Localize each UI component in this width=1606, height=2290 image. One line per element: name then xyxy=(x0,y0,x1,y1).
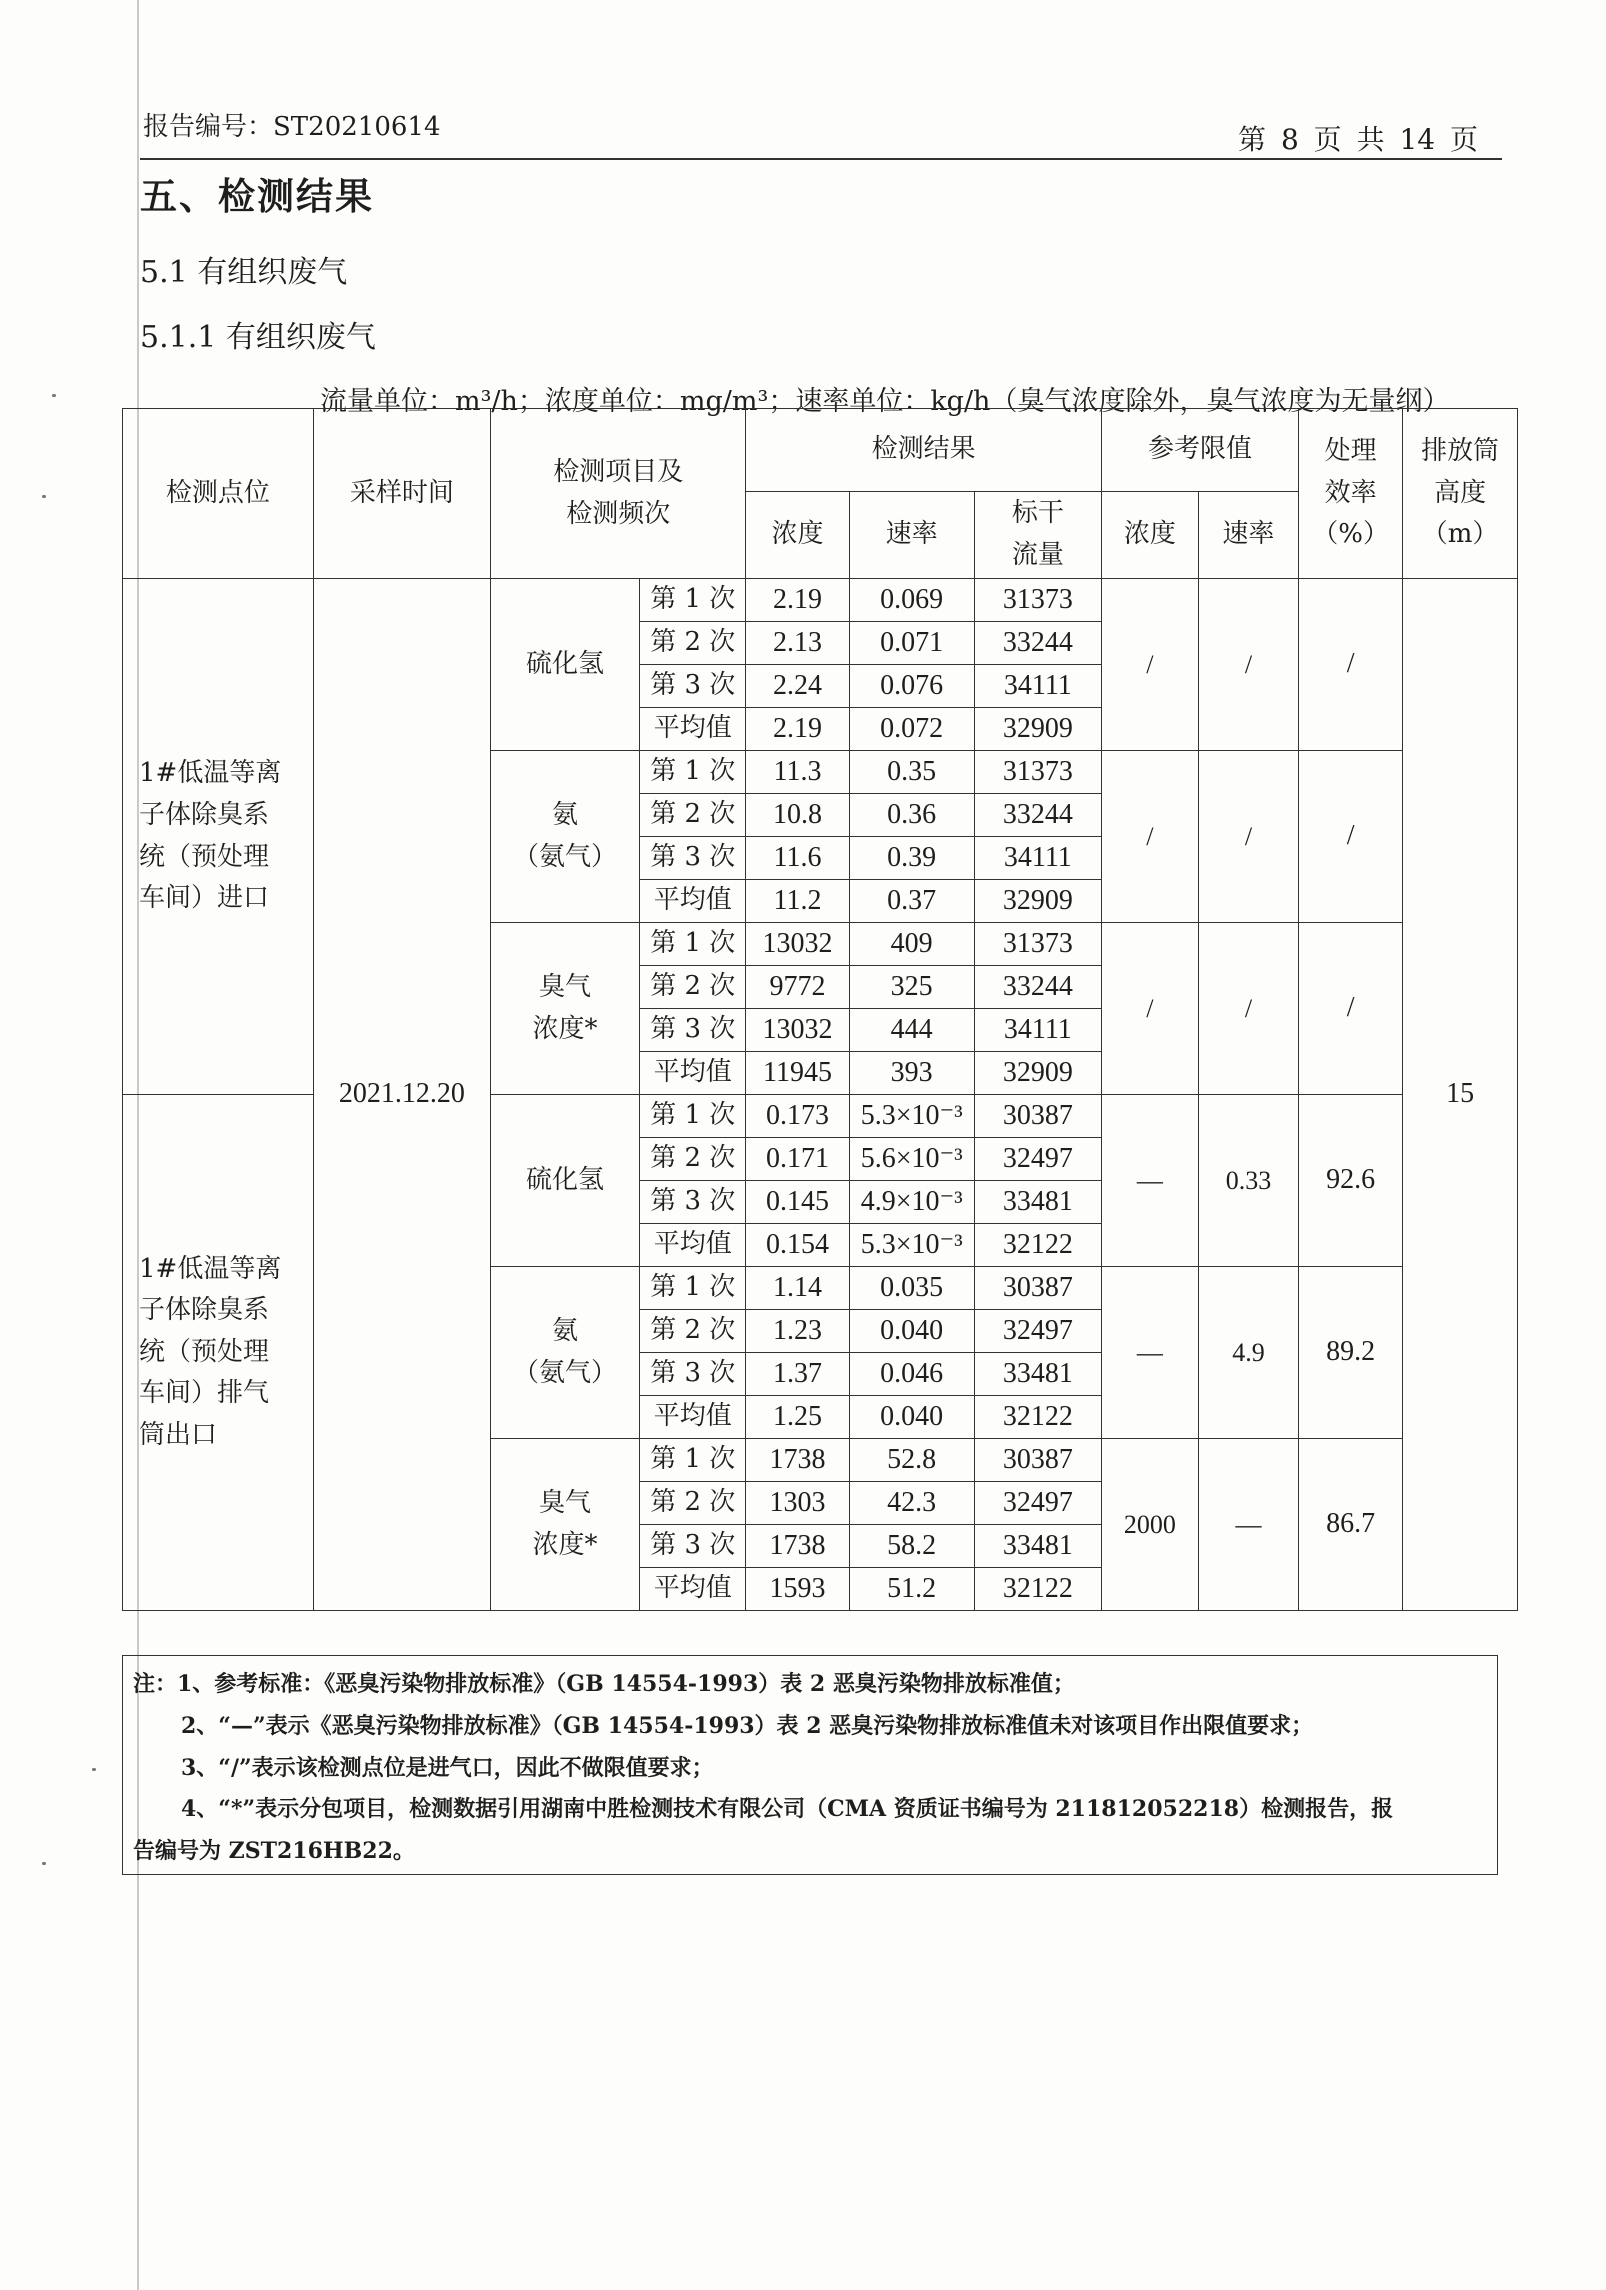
subsection-title: 5.1 有组织废气 xyxy=(140,255,348,290)
frequency-cell: 第 1 次 xyxy=(640,579,746,622)
frequency-cell: 平均值 xyxy=(640,1224,746,1267)
efficiency-cell: 89.2 xyxy=(1298,1267,1402,1439)
item-name-line: （氨气） xyxy=(513,841,618,872)
header-results: 检测结果 xyxy=(746,409,1102,492)
limit-conc-cell: — xyxy=(1101,1095,1198,1267)
frequency-cell: 第 3 次 xyxy=(640,1009,746,1052)
limit-conc-cell: 2000 xyxy=(1101,1439,1198,1611)
flow-cell: 32122 xyxy=(974,1224,1101,1267)
concentration-cell: 0.145 xyxy=(746,1181,849,1224)
rate-cell: 0.040 xyxy=(849,1310,974,1353)
concentration-cell: 0.173 xyxy=(746,1095,849,1138)
header-efficiency-line3: （%） xyxy=(1312,519,1389,550)
frequency-cell: 第 2 次 xyxy=(640,1482,746,1525)
frequency-cell: 第 3 次 xyxy=(640,1525,746,1568)
note-2: 2、“—”表示《恶臭污染物排放标准》（GB 14554-1993）表 2 恶臭污染物排放标准值未对该项目作出限值要求； xyxy=(181,1712,1314,1739)
flow-cell: 33244 xyxy=(974,622,1101,665)
item-name-line: 氨 xyxy=(552,1315,579,1346)
limit-conc-cell: / xyxy=(1101,923,1198,1095)
header-item-line1: 检测项目及 xyxy=(553,456,684,487)
header-flow xyxy=(974,492,1101,579)
point-name-line: 子体除臭系 xyxy=(139,1295,270,1326)
header-flow-line1: 标干 xyxy=(1011,498,1064,529)
flow-cell: 31373 xyxy=(974,923,1101,966)
header-efficiency-line1: 处理 xyxy=(1324,436,1377,467)
concentration-cell: 2.24 xyxy=(746,665,849,708)
item-name-line: 臭气 xyxy=(539,971,592,1002)
header-point: 检测点位 xyxy=(123,409,314,579)
rate-cell: 0.072 xyxy=(849,708,974,751)
section-title: 五、检测结果 xyxy=(140,174,374,218)
frequency-cell: 平均值 xyxy=(640,1568,746,1611)
flow-cell: 30387 xyxy=(974,1095,1101,1138)
note-4: 4、“*”表示分包项目，检测数据引用湖南中胜检测技术有限公司（CMA 资质证书编号为 211812052218）检测报告，报 xyxy=(181,1796,1394,1823)
notes-box xyxy=(122,1655,1498,1875)
results-table xyxy=(122,408,1518,1611)
concentration-cell: 1.37 xyxy=(746,1353,849,1396)
rate-cell: 0.37 xyxy=(849,880,974,923)
rate-cell: 393 xyxy=(849,1052,974,1095)
item-name-line: 浓度* xyxy=(532,1529,598,1560)
header-height-line1: 排放筒 xyxy=(1421,436,1500,467)
flow-cell: 31373 xyxy=(974,751,1101,794)
item-name-line: 浓度* xyxy=(532,1013,598,1044)
point-name-line: 车间）排气 xyxy=(139,1378,270,1409)
point-name-line: 车间）进口 xyxy=(139,883,270,914)
frequency-cell: 第 3 次 xyxy=(640,837,746,880)
item-name-cell xyxy=(491,579,640,751)
flow-cell: 33481 xyxy=(974,1353,1101,1396)
rate-cell: 0.076 xyxy=(849,665,974,708)
point-name-cell xyxy=(123,579,314,1095)
units-note: 流量单位：m³/h；浓度单位：mg/m³；速率单位：kg/h（臭气浓度除外，臭气浓度为无量纲） xyxy=(320,386,1450,417)
frequency-cell: 第 2 次 xyxy=(640,1138,746,1181)
frequency-cell: 第 2 次 xyxy=(640,794,746,837)
limit-rate-cell: / xyxy=(1198,923,1298,1095)
efficiency-cell: 92.6 xyxy=(1298,1095,1402,1267)
concentration-cell: 11945 xyxy=(746,1052,849,1095)
rate-cell: 0.035 xyxy=(849,1267,974,1310)
concentration-cell: 2.19 xyxy=(746,579,849,622)
frequency-cell: 平均值 xyxy=(640,880,746,923)
limit-conc-cell: / xyxy=(1101,751,1198,923)
rate-cell: 0.39 xyxy=(849,837,974,880)
note-3: 3、“/”表示该检测点位是进气口，因此不做限值要求； xyxy=(181,1754,714,1781)
point-name-line: 子体除臭系 xyxy=(139,799,270,830)
flow-cell: 32122 xyxy=(974,1568,1101,1611)
concentration-cell: 1303 xyxy=(746,1482,849,1525)
flow-cell: 32909 xyxy=(974,880,1101,923)
item-name-line: 硫化氢 xyxy=(526,648,605,679)
subsubsection-title: 5.1.1 有组织废气 xyxy=(140,320,376,355)
rate-cell: 409 xyxy=(849,923,974,966)
rate-cell: 0.040 xyxy=(849,1396,974,1439)
item-name-line: 臭气 xyxy=(539,1487,592,1518)
concentration-cell: 1.14 xyxy=(746,1267,849,1310)
header-limit-rate: 速率 xyxy=(1198,492,1298,579)
frequency-cell: 第 1 次 xyxy=(640,923,746,966)
point-name-line: 统（预处理 xyxy=(139,841,270,872)
flow-cell: 34111 xyxy=(974,1009,1101,1052)
concentration-cell: 11.2 xyxy=(746,880,849,923)
frequency-cell: 第 3 次 xyxy=(640,665,746,708)
flow-cell: 34111 xyxy=(974,837,1101,880)
efficiency-cell: / xyxy=(1298,579,1402,751)
concentration-cell: 1.23 xyxy=(746,1310,849,1353)
frequency-cell: 第 2 次 xyxy=(640,966,746,1009)
point-name-line: 筒出口 xyxy=(139,1419,218,1450)
efficiency-cell: / xyxy=(1298,751,1402,923)
item-name-line: （氨气） xyxy=(513,1357,618,1388)
rate-cell: 42.3 xyxy=(849,1482,974,1525)
rate-cell: 0.069 xyxy=(849,579,974,622)
item-name-cell xyxy=(491,923,640,1095)
rate-cell: 5.3×10⁻³ xyxy=(849,1095,974,1138)
flow-cell: 30387 xyxy=(974,1439,1101,1482)
concentration-cell: 1738 xyxy=(746,1525,849,1568)
concentration-cell: 0.171 xyxy=(746,1138,849,1181)
item-name-cell xyxy=(491,1095,640,1267)
limit-rate-cell: — xyxy=(1198,1439,1298,1611)
flow-cell: 32122 xyxy=(974,1396,1101,1439)
rate-cell: 0.35 xyxy=(849,751,974,794)
page-indicator: 第 8 页 共 14 页 xyxy=(1238,123,1478,156)
flow-cell: 33481 xyxy=(974,1525,1101,1568)
frequency-cell: 第 3 次 xyxy=(640,1353,746,1396)
flow-cell: 31373 xyxy=(974,579,1101,622)
efficiency-cell: / xyxy=(1298,923,1402,1095)
frequency-cell: 平均值 xyxy=(640,1396,746,1439)
header-item-line2: 检测频次 xyxy=(566,498,671,529)
frequency-cell: 第 2 次 xyxy=(640,1310,746,1353)
flow-cell: 30387 xyxy=(974,1267,1101,1310)
report-number: 报告编号：ST20210614 xyxy=(143,112,441,142)
limit-rate-cell: 0.33 xyxy=(1198,1095,1298,1267)
flow-cell: 33244 xyxy=(974,966,1101,1009)
concentration-cell: 0.154 xyxy=(746,1224,849,1267)
item-name-line: 硫化氢 xyxy=(526,1164,605,1195)
rate-cell: 0.36 xyxy=(849,794,974,837)
header-conc: 浓度 xyxy=(746,492,849,579)
rate-cell: 0.071 xyxy=(849,622,974,665)
frequency-cell: 第 1 次 xyxy=(640,1095,746,1138)
header-efficiency xyxy=(1298,409,1402,579)
frequency-cell: 第 3 次 xyxy=(640,1181,746,1224)
rate-cell: 0.046 xyxy=(849,1353,974,1396)
header-limit-conc: 浓度 xyxy=(1101,492,1198,579)
rate-cell: 325 xyxy=(849,966,974,1009)
concentration-cell: 2.19 xyxy=(746,708,849,751)
item-name-cell xyxy=(491,751,640,923)
rate-cell: 51.2 xyxy=(849,1568,974,1611)
rate-cell: 52.8 xyxy=(849,1439,974,1482)
limit-rate-cell: / xyxy=(1198,751,1298,923)
item-name-cell xyxy=(491,1439,640,1611)
point-name-line: 1#低温等离 xyxy=(139,758,282,789)
rate-cell: 5.6×10⁻³ xyxy=(849,1138,974,1181)
item-name-line: 氨 xyxy=(552,799,579,830)
note-1: 注：1、参考标准：《恶臭污染物排放标准》（GB 14554-1993）表 2 恶臭污染物排放标准值； xyxy=(133,1671,1075,1697)
flow-cell: 33244 xyxy=(974,794,1101,837)
scan-mark xyxy=(92,1768,96,1771)
point-name-cell xyxy=(123,1095,314,1611)
rate-cell: 444 xyxy=(849,1009,974,1052)
concentration-cell: 1593 xyxy=(746,1568,849,1611)
stack-height-cell: 15 xyxy=(1403,579,1518,1611)
note-4-continued: 告编号为 ZST216HB22。 xyxy=(133,1838,415,1865)
flow-cell: 32497 xyxy=(974,1482,1101,1525)
flow-cell: 32909 xyxy=(974,708,1101,751)
flow-cell: 33481 xyxy=(974,1181,1101,1224)
limit-conc-cell: — xyxy=(1101,1267,1198,1439)
concentration-cell: 13032 xyxy=(746,923,849,966)
header-height-line2: 高度 xyxy=(1434,477,1487,508)
limit-rate-cell: / xyxy=(1198,579,1298,751)
concentration-cell: 11.3 xyxy=(746,751,849,794)
frequency-cell: 第 1 次 xyxy=(640,1439,746,1482)
point-name-line: 统（预处理 xyxy=(139,1336,270,1367)
concentration-cell: 1.25 xyxy=(746,1396,849,1439)
scan-mark xyxy=(42,495,46,498)
frequency-cell: 第 2 次 xyxy=(640,622,746,665)
rate-cell: 4.9×10⁻³ xyxy=(849,1181,974,1224)
header-row-1 xyxy=(123,409,1518,492)
concentration-cell: 11.6 xyxy=(746,837,849,880)
frequency-cell: 平均值 xyxy=(640,708,746,751)
concentration-cell: 2.13 xyxy=(746,622,849,665)
concentration-cell: 1738 xyxy=(746,1439,849,1482)
limit-conc-cell: / xyxy=(1101,579,1198,751)
flow-cell: 32497 xyxy=(974,1138,1101,1181)
rate-cell: 5.3×10⁻³ xyxy=(849,1224,974,1267)
header-stack-height xyxy=(1403,409,1518,579)
table-row xyxy=(123,579,1518,622)
header-height-line3: （m） xyxy=(1421,519,1499,550)
concentration-cell: 10.8 xyxy=(746,794,849,837)
rate-cell: 58.2 xyxy=(849,1525,974,1568)
limit-rate-cell: 4.9 xyxy=(1198,1267,1298,1439)
header-efficiency-line2: 效率 xyxy=(1324,477,1377,508)
header-limit: 参考限值 xyxy=(1101,409,1298,492)
header-flow-line2: 流量 xyxy=(1011,540,1064,570)
scan-mark xyxy=(52,394,56,397)
header-rate: 速率 xyxy=(849,492,974,579)
flow-cell: 32909 xyxy=(974,1052,1101,1095)
frequency-cell: 平均值 xyxy=(640,1052,746,1095)
frequency-cell: 第 1 次 xyxy=(640,1267,746,1310)
concentration-cell: 9772 xyxy=(746,966,849,1009)
flow-cell: 32497 xyxy=(974,1310,1101,1353)
concentration-cell: 13032 xyxy=(746,1009,849,1052)
frequency-cell: 第 1 次 xyxy=(640,751,746,794)
efficiency-cell: 86.7 xyxy=(1298,1439,1402,1611)
header-item xyxy=(491,409,746,579)
point-name-line: 1#低温等离 xyxy=(139,1253,282,1284)
scan-mark xyxy=(42,1862,46,1865)
header-time: 采样时间 xyxy=(313,409,490,579)
item-name-cell xyxy=(491,1267,640,1439)
header-rule xyxy=(140,158,1502,160)
flow-cell: 34111 xyxy=(974,665,1101,708)
sampling-date: 2021.12.20 xyxy=(313,579,490,1611)
